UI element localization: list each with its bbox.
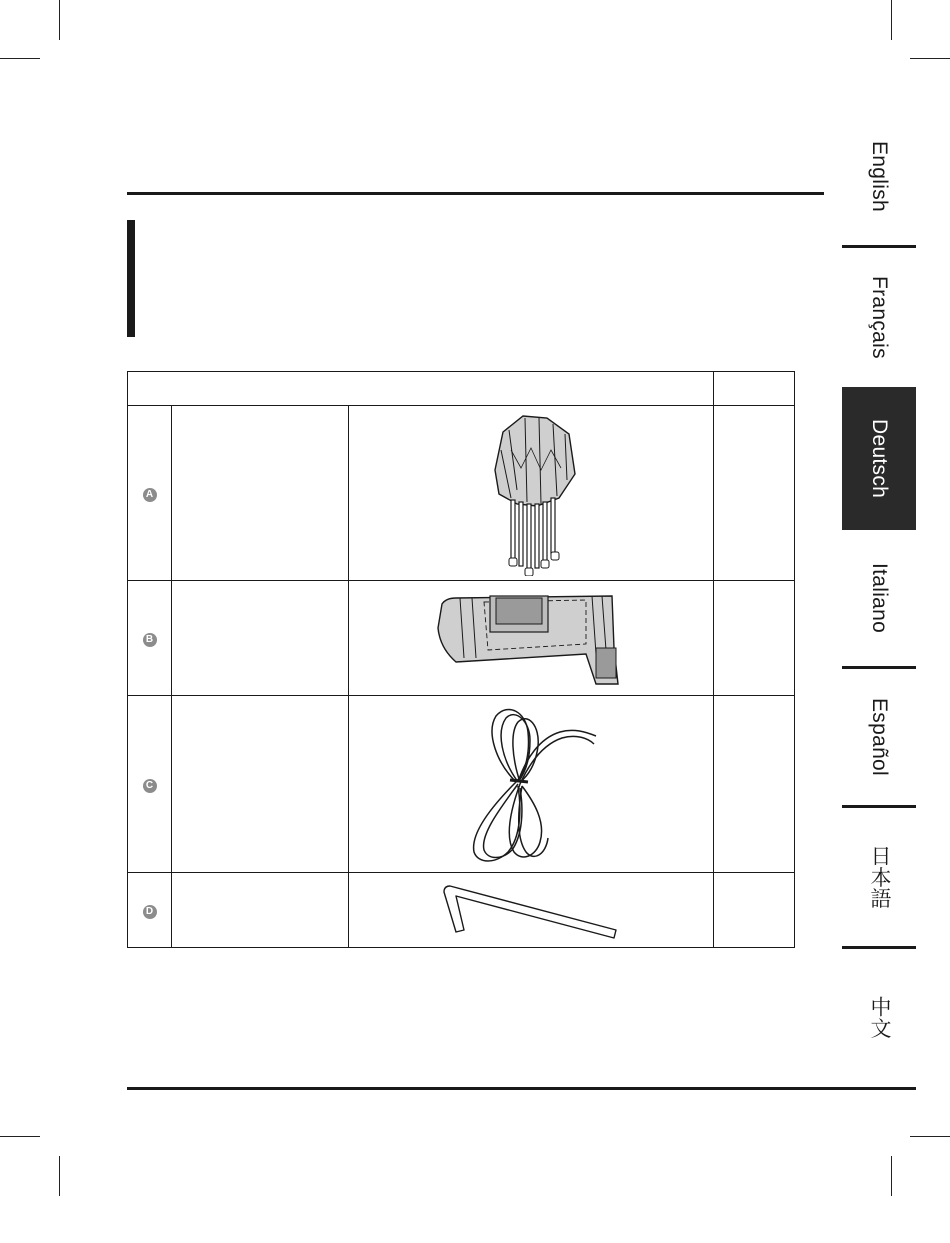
- part-letter-badge: B: [143, 633, 157, 647]
- guy-rope-illustration: [456, 702, 606, 867]
- crop-mark: [910, 1136, 950, 1137]
- language-tab-deutsch[interactable]: [842, 387, 916, 530]
- part-letter-cell: [128, 406, 172, 581]
- language-tab-label: Deutsch: [868, 418, 891, 499]
- part-letter-badge: D: [143, 905, 157, 919]
- part-quantity-cell: [714, 406, 795, 581]
- language-tab-label: Español: [868, 698, 891, 776]
- crop-mark: [0, 58, 40, 59]
- part-letter-cell: [128, 873, 172, 948]
- language-tab-chinese[interactable]: [842, 949, 916, 1085]
- part-image-cell: [349, 696, 714, 873]
- ground-stake-illustration: [436, 878, 626, 942]
- language-tab-italiano[interactable]: [842, 530, 916, 666]
- part-name-cell: [172, 581, 349, 696]
- storage-bag-illustration: [436, 588, 626, 688]
- header-cell-part: [128, 372, 714, 406]
- table-row: [128, 581, 795, 696]
- crop-mark: [59, 1156, 60, 1196]
- language-tab-espanol[interactable]: [842, 669, 916, 805]
- language-tab-label: Français: [868, 275, 891, 359]
- crop-mark: [0, 1136, 40, 1137]
- language-tab-francais[interactable]: [842, 248, 916, 386]
- part-name-cell: [172, 406, 349, 581]
- section-heading-bar: [127, 220, 135, 337]
- header-cell-quantity: [714, 372, 795, 406]
- part-image-cell: [349, 873, 714, 948]
- language-tab-label: 中文: [868, 995, 891, 1039]
- part-quantity-cell: [714, 873, 795, 948]
- part-letter-cell: [128, 581, 172, 696]
- language-tab-label: Italiano: [868, 562, 891, 634]
- crop-mark: [910, 58, 950, 59]
- table-row: [128, 696, 795, 873]
- part-letter-cell: [128, 696, 172, 873]
- table-row: [128, 873, 795, 948]
- part-name-cell: [172, 873, 349, 948]
- part-letter-badge: C: [143, 779, 157, 793]
- parts-table-header: [128, 372, 795, 406]
- parts-table: [127, 371, 795, 948]
- crop-mark: [59, 0, 60, 40]
- crop-mark: [891, 0, 892, 40]
- language-tab-label: English: [868, 140, 891, 212]
- crop-mark: [891, 1156, 892, 1196]
- language-tab-japanese[interactable]: [842, 808, 916, 946]
- part-image-cell: [349, 581, 714, 696]
- footer-rule: [127, 1087, 916, 1090]
- language-tab-label: 日本語: [868, 845, 891, 909]
- language-tab-english[interactable]: [842, 107, 916, 245]
- header-rule: [127, 192, 824, 195]
- part-image-cell: [349, 406, 714, 581]
- folded-canopy-frame-illustration: [481, 410, 581, 576]
- part-letter-badge: A: [143, 488, 157, 502]
- part-name-cell: [172, 696, 349, 873]
- part-quantity-cell: [714, 581, 795, 696]
- part-quantity-cell: [714, 696, 795, 873]
- table-row: [128, 406, 795, 581]
